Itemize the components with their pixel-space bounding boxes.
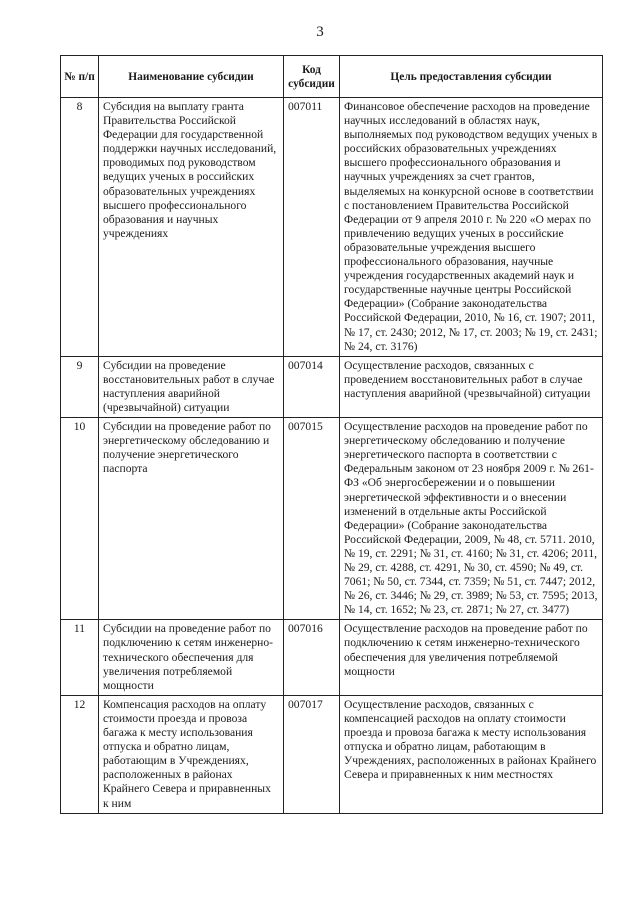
row-name: Субсидия на выплату гранта Правительства Российской Федерации для государственной поддержки научных исследований, проводимых под руководством ведущих ученых в российских образовательных учреждениях высшего профессионального образования и научных учреждениях: [99, 98, 284, 357]
row-name: Субсидии на проведение работ по энергетическому обследованию и получение энергетического паспорта: [99, 418, 284, 620]
row-code: 007016: [284, 620, 340, 695]
row-code: 007014: [284, 356, 340, 417]
row-code: 007011: [284, 98, 340, 357]
row-num: 9: [61, 356, 99, 417]
header-goal: Цель предоставления субсидии: [340, 56, 603, 98]
table-row: [61, 418, 603, 620]
subsidies-table: [60, 55, 603, 814]
row-num: 10: [61, 418, 99, 620]
table-row: [61, 695, 603, 813]
row-goal: Осуществление расходов на проведение работ по подключению к сетям инженерно-технического обеспечения для увеличения потребляемой мощности: [340, 620, 603, 695]
row-code: 007017: [284, 695, 340, 813]
row-goal: Осуществление расходов, связанных с компенсацией расходов на оплату стоимости проезда и провоза багажа к месту использования отпуска и обратно лицам, работающим в Учреждениях, расположенных в районах Крайнего Севера и приравненных к ним местностях: [340, 695, 603, 813]
page-number: 3: [316, 24, 324, 40]
row-name: Субсидии на проведение восстановительных работ в случае наступления аварийной (чрезвычайной) ситуации: [99, 356, 284, 417]
row-num: 11: [61, 620, 99, 695]
row-goal: Осуществление расходов на проведение работ по энергетическому обследованию и получение энергетического паспорта в соответствии с Федеральным законом от 23 ноября 2009 г. № 261-ФЗ «Об энергосбережении и о повышении энергетической эффективности и о внесении изменений в отдельные акты Российской Федерации» (Собрание законодательства Российской Федерации, 2009, № 48, ст. 5711. 2010, № 19, ст. 2291; № 31, ст. 4160; № 31, ст. 4206; 2011, № 29, ст. 4288, ст. 4291, № 30, ст. 4590; № 49, ст. 7061; № 50, ст. 7344, ст. 7359; № 51, ст. 7447; 2012, № 26, ст. 3446; № 29, ст. 3989; № 53, ст. 7595; 2013, № 14, ст. 1652; № 23, ст. 2871; № 27, ст. 3477): [340, 418, 603, 620]
header-code: Код субсидии: [284, 56, 340, 98]
row-code: 007015: [284, 418, 340, 620]
row-goal: Финансовое обеспечение расходов на проведение научных исследований в областях наук, выполняемых под руководством ведущих ученых в российских образовательных учреждениях высшего профессионального образования и научных учреждениях за счет грантов, выделяемых на конкурсной основе в соответствии с постановлением Правительства Российской Федерации от 9 апреля 2010 г. № 220 «О мерах по привлечению ведущих ученых в российские образовательные учреждения высшего профессионального образования, научные учреждения государственных академий наук и государственные научные центры Российской Федерации» (Собрание законодательства Российской Федерации, 2010, № 16, ст. 1907; 2011, № 17, ст. 2430; 2012, № 17, ст. 2003; № 19, ст. 2431; № 24, ст. 3176): [340, 98, 603, 357]
table-row: [61, 620, 603, 695]
table-row: [61, 98, 603, 357]
row-name: Субсидии на проведение работ по подключению к сетям инженерно-технического обеспечения для увеличения потребляемой мощности: [99, 620, 284, 695]
row-num: 12: [61, 695, 99, 813]
table-header-row: [61, 56, 603, 98]
row-name: Компенсация расходов на оплату стоимости проезда и провоза багажа к месту использования отпуска и обратно лицам, работающим в Учреждениях, расположенных в районах Крайнего Севера и приравненных к ним: [99, 695, 284, 813]
table-row: [61, 356, 603, 417]
row-num: 8: [61, 98, 99, 357]
header-num: № п/п: [61, 56, 99, 98]
row-goal: Осуществление расходов, связанных с проведением восстановительных работ в случае наступления аварийной (чрезвычайной) ситуации: [340, 356, 603, 417]
header-name: Наименование субсидии: [99, 56, 284, 98]
